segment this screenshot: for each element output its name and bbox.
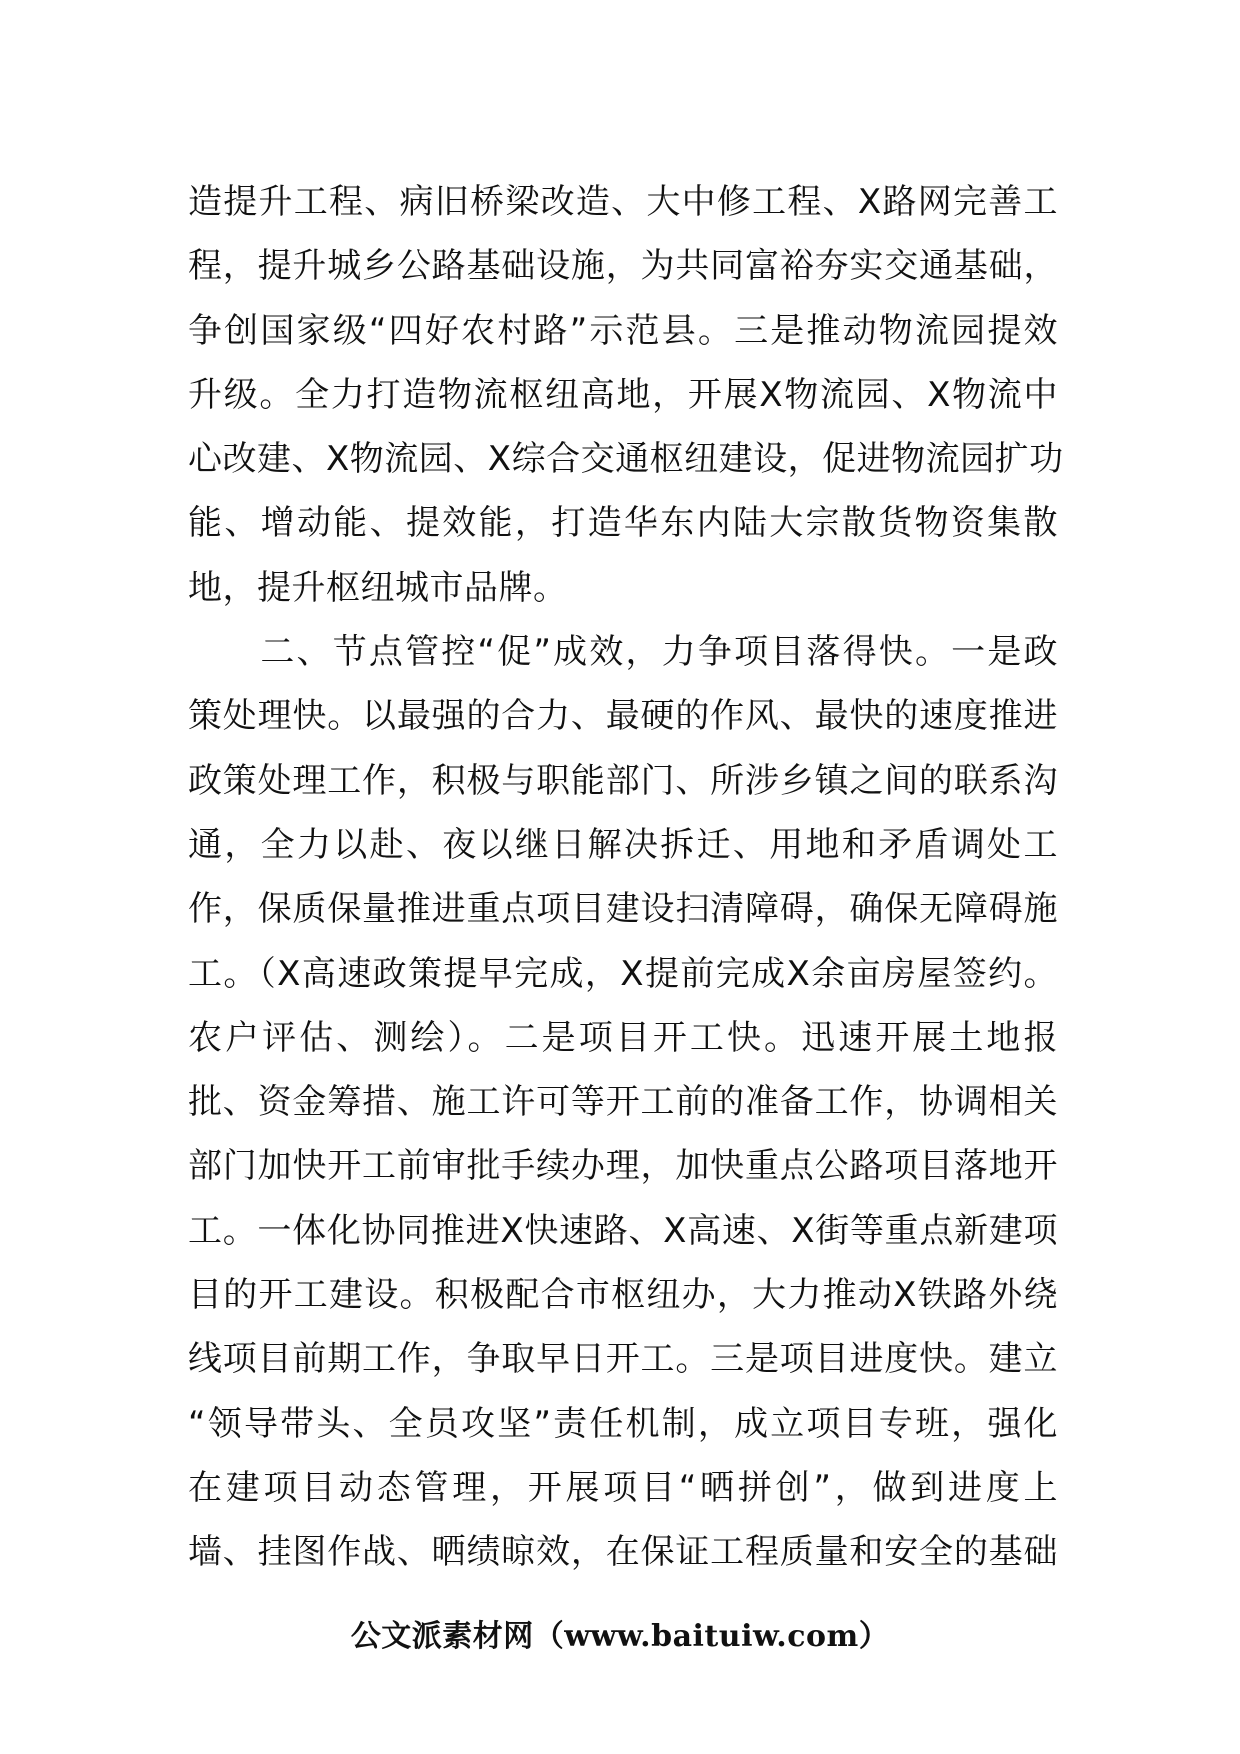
text-line: 工。一体化协同推进X快速路、X高速、X街等重点新建项 [188, 1210, 1058, 1251]
text-line: 升级。全力打造物流枢纽高地，开展X物流园、X物流中 [188, 374, 1058, 415]
text-line: 能、增动能、提效能，打造华东内陆大宗散货物资集散 [188, 503, 1058, 544]
text-line: 造提升工程、病旧桥梁改造、大中修工程、X路网完善工 [188, 182, 1058, 222]
text-line: 批、资金筹措、施工许可等开工前的准备工作，协调相关 [188, 1082, 1058, 1123]
text-line: 作，保质保量推进重点项目建设扫清障碍，确保无障碍施 [188, 889, 1058, 930]
text-line: 心改建、X物流园、X综合交通枢纽建设，促进物流园扩功 [188, 439, 1064, 480]
text-line: 二、节点管控“促”成效，力争项目落得快。一是政 [188, 632, 1058, 673]
body-text [188, 170, 1064, 1585]
text-line: 工。（X高速政策提早完成，X提前完成X余亩房屋签约。 [188, 953, 1058, 994]
text-line: 目的开工建设。积极配合市枢纽办，大力推动X铁路外绕 [188, 1275, 1058, 1316]
text-line: 政策处理工作，积极与职能部门、所涉乡镇之间的联系沟 [188, 760, 1058, 801]
text-line: 线项目前期工作，争取早日开工。三是项目进度快。建立 [188, 1339, 1058, 1380]
text-line: 程，提升城乡公路基础设施，为共同富裕夯实交通基础， [188, 246, 1058, 287]
text-line: “领导带头、全员攻坚”责任机制，成立项目专班，强化 [188, 1403, 1058, 1444]
footer-watermark: 公文派素材网（www.baituiw.com） [350, 1619, 890, 1654]
text-line: 争创国家级“四好农村路”示范县。三是推动物流园提效 [188, 310, 1058, 351]
text-line: 通，全力以赴、夜以继日解决拆迁、用地和矛盾调处工 [188, 824, 1058, 865]
text-line: 地，提升枢纽城市品牌。 [188, 567, 568, 608]
text-line: 农户评估、测绘）。二是项目开工快。迅速开展土地报 [188, 1017, 1058, 1058]
text-line: 策处理快。以最强的合力、最硬的作风、最快的速度推进 [188, 696, 1058, 737]
text-line: 部门加快开工前审批手续办理，加快重点公路项目落地开 [188, 1146, 1058, 1187]
text-line: 墙、挂图作战、晒绩晾效，在保证工程质量和安全的基础 [188, 1532, 1058, 1573]
text-line: 在建项目动态管理，开展项目“晒拼创”，做到进度上 [188, 1467, 1058, 1508]
